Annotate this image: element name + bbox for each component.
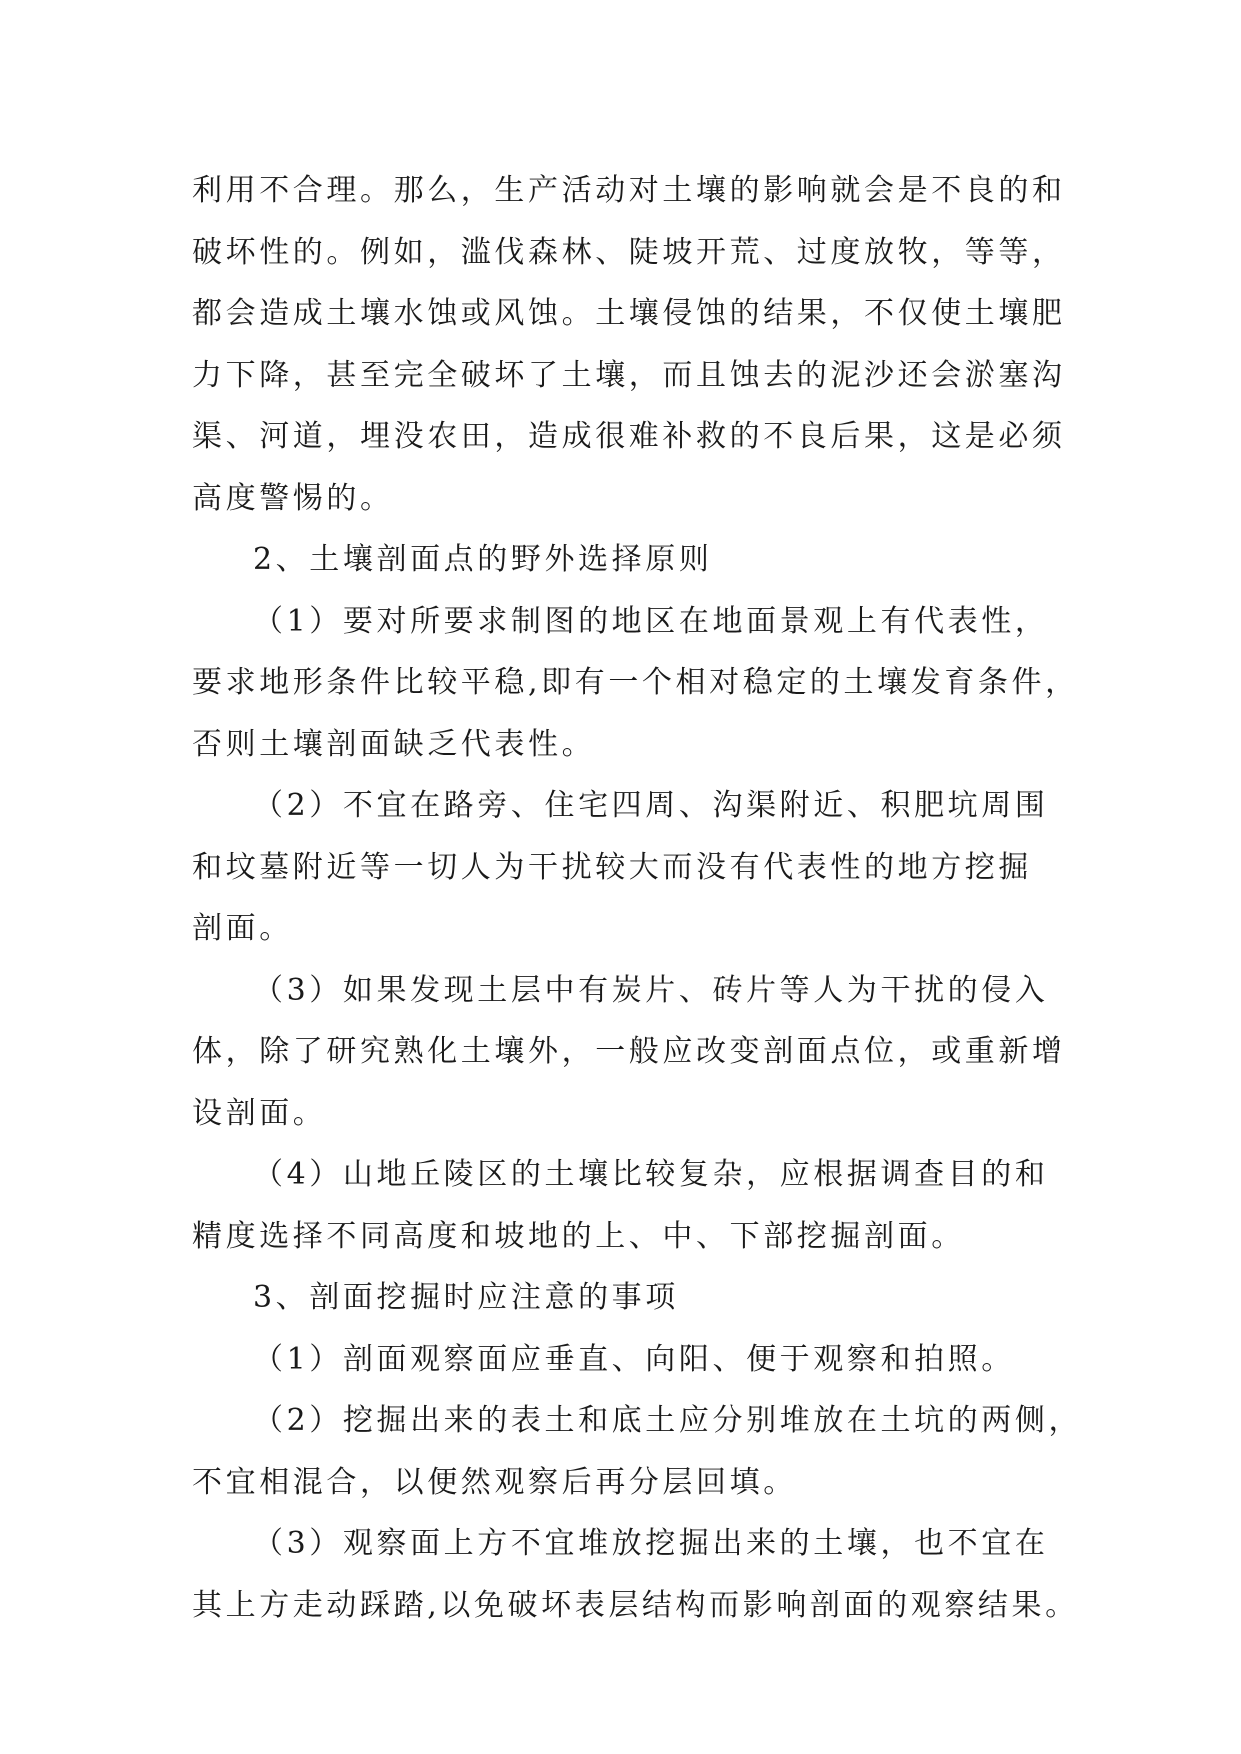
text-line: 力下降，甚至完全破坏了土壤，而且蚀去的泥沙还会淤塞沟 (192, 357, 1066, 393)
text-line: 利用不合理。那么，生产活动对土壤的影响就会是不良的和 (192, 173, 1066, 208)
text-line: 精度选择不同高度和坡地的上、中、下部挖掘剖面。 (192, 1218, 965, 1254)
text-line: 和坟墓附近等一切人为干扰较大而没有代表性的地方挖掘 (192, 849, 1032, 885)
text-line: （3）观察面上方不宜堆放挖掘出来的土壤，也不宜在 (253, 1526, 1049, 1561)
text-line: （3）如果发现土层中有炭片、砖片等人为干扰的侵入 (253, 972, 1049, 1008)
text-line: 渠、河道，埋没农田，造成很难补救的不良后果，这是必须 (192, 419, 1066, 454)
body-text (192, 160, 1083, 1636)
text-line: 剖面。 (192, 911, 293, 946)
text-line: 不宜相混合，以便然观察后再分层回填。 (192, 1464, 797, 1500)
text-line: （4）山地丘陵区的土壤比较复杂，应根据调查目的和 (253, 1157, 1049, 1192)
text-line: 要求地形条件比较平稳,即有一个相对稳定的土壤发育条件， (192, 665, 1079, 700)
text-line: 设剖面。 (192, 1095, 327, 1131)
text-line: 破坏性的。例如，滥伐森林、陡坡开荒、过度放牧，等等， (192, 234, 1066, 270)
text-line: （2）不宜在路旁、住宅四周、沟渠附近、积肥坑周围 (253, 788, 1049, 823)
text-line: （1）剖面观察面应垂直、向阳、便于观察和拍照。 (253, 1341, 1015, 1377)
text-line: 都会造成土壤水蚀或风蚀。土壤侵蚀的结果，不仅使土壤肥 (192, 296, 1066, 331)
section-heading: 3、剖面挖掘时应注意的事项 (253, 1280, 679, 1315)
text-line: 高度警惕的。 (192, 480, 394, 516)
text-line: 其上方走动踩踏,以免破坏表层结构而影响剖面的观察结果。 (192, 1587, 1079, 1623)
section-heading: 2、土壤剖面点的野外选择原则 (253, 542, 713, 577)
text-line: 否则土壤剖面缺乏代表性。 (192, 726, 596, 762)
text-line: 体，除了研究熟化土壤外，一般应改变剖面点位，或重新增 (192, 1034, 1066, 1069)
text-line: （2）挖掘出来的表土和底土应分别堆放在土坑的两侧， (253, 1403, 1083, 1438)
text-line: （1）要对所要求制图的地区在地面景观上有代表性， (253, 603, 1049, 639)
